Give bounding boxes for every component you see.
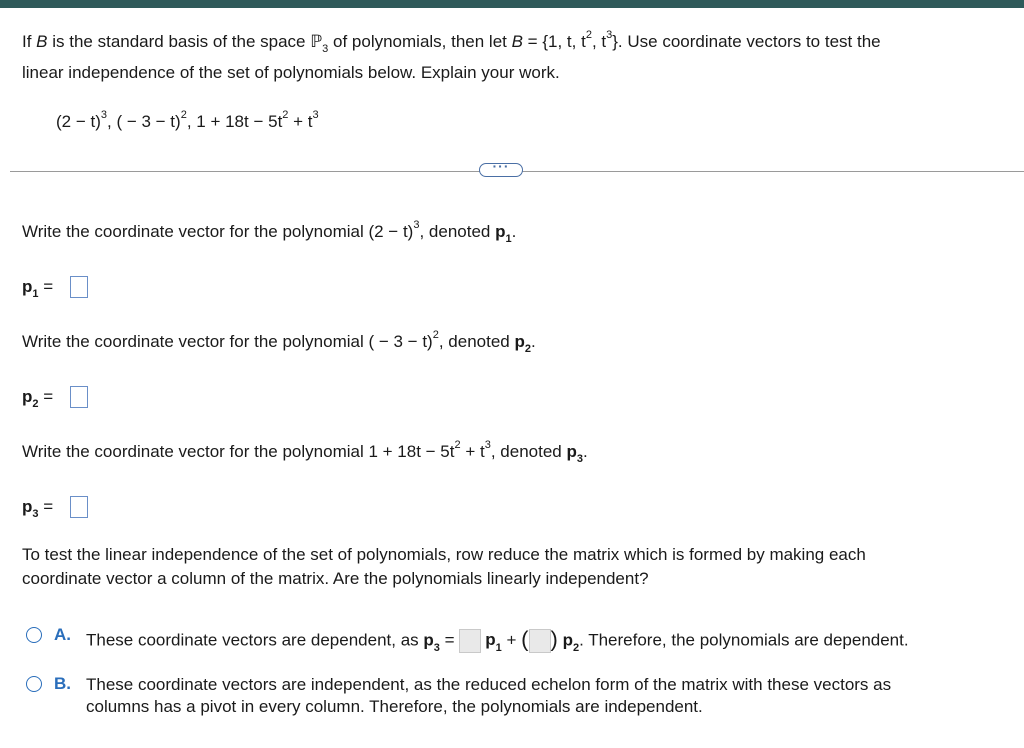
question-p3: Write the coordinate vector for the polynomial $1 + 18t - 5t^2 + t^3$, denoted $p_3$. — [22, 439, 588, 466]
p1-answer-box[interactable] — [70, 276, 88, 298]
test-instruction-line-1: To test the linear independence of the set of polynomials, row reduce the matrix which is formed by making each — [22, 545, 866, 564]
option-a-label: A. — [54, 625, 71, 644]
option-b-radio[interactable] — [26, 676, 42, 692]
p2-answer-box[interactable] — [70, 386, 88, 408]
coefficient-2-input[interactable] — [529, 629, 551, 653]
option-b-label: B. — [54, 674, 71, 693]
test-instruction-line-2: coordinate vector a column of the matrix. Are the polynomials linearly independent? — [22, 569, 649, 588]
option-a-text: These coordinate vectors are dependent, as $p_3 = p_1$ + ( ) $p_2$. Therefore, the polynomials are dependent. — [86, 626, 909, 654]
option-b-text-line-1: These coordinate vectors are independent, as the reduced echelon form of the matrix with these vectors as — [86, 675, 892, 694]
more-dots-icon: ··· — [492, 158, 510, 174]
p3-label: $p_3$ = — [22, 497, 54, 521]
coefficient-1-input[interactable] — [459, 629, 481, 653]
polynomial-set: $(2 - t)^3$, ( − 3 − t)$^2$, $1 + 18t - 5t^2 + t^3$ — [56, 109, 319, 131]
option-b-text-line-2: columns has a pivot in every column. Therefore, the polynomials are independent. — [86, 697, 703, 716]
option-a-radio[interactable] — [26, 627, 42, 643]
p3-answer-box[interactable] — [70, 496, 88, 518]
question-p1: Write the coordinate vector for the polynomial $(2 - t)^3$, denoted $p_1$. — [22, 219, 517, 246]
expand-more-button[interactable] — [479, 158, 523, 177]
p2-label: $p_2$ = — [22, 387, 54, 411]
top-bar — [0, 0, 1024, 8]
intro-line-2: linear independence of the set of polynomials below. Explain your work. — [22, 63, 560, 82]
intro-line-1: If B is the standard basis of the space ℙ$_3$ of polynomials, then let B = {1, t, $t^2$, $t^3$}. Use coordinate vectors to test the — [22, 29, 881, 56]
question-p2: Write the coordinate vector for the polynomial ( − 3 − t)$^2$, denoted $p_2$. — [22, 329, 536, 356]
p1-label: $p_1$ = — [22, 277, 54, 301]
